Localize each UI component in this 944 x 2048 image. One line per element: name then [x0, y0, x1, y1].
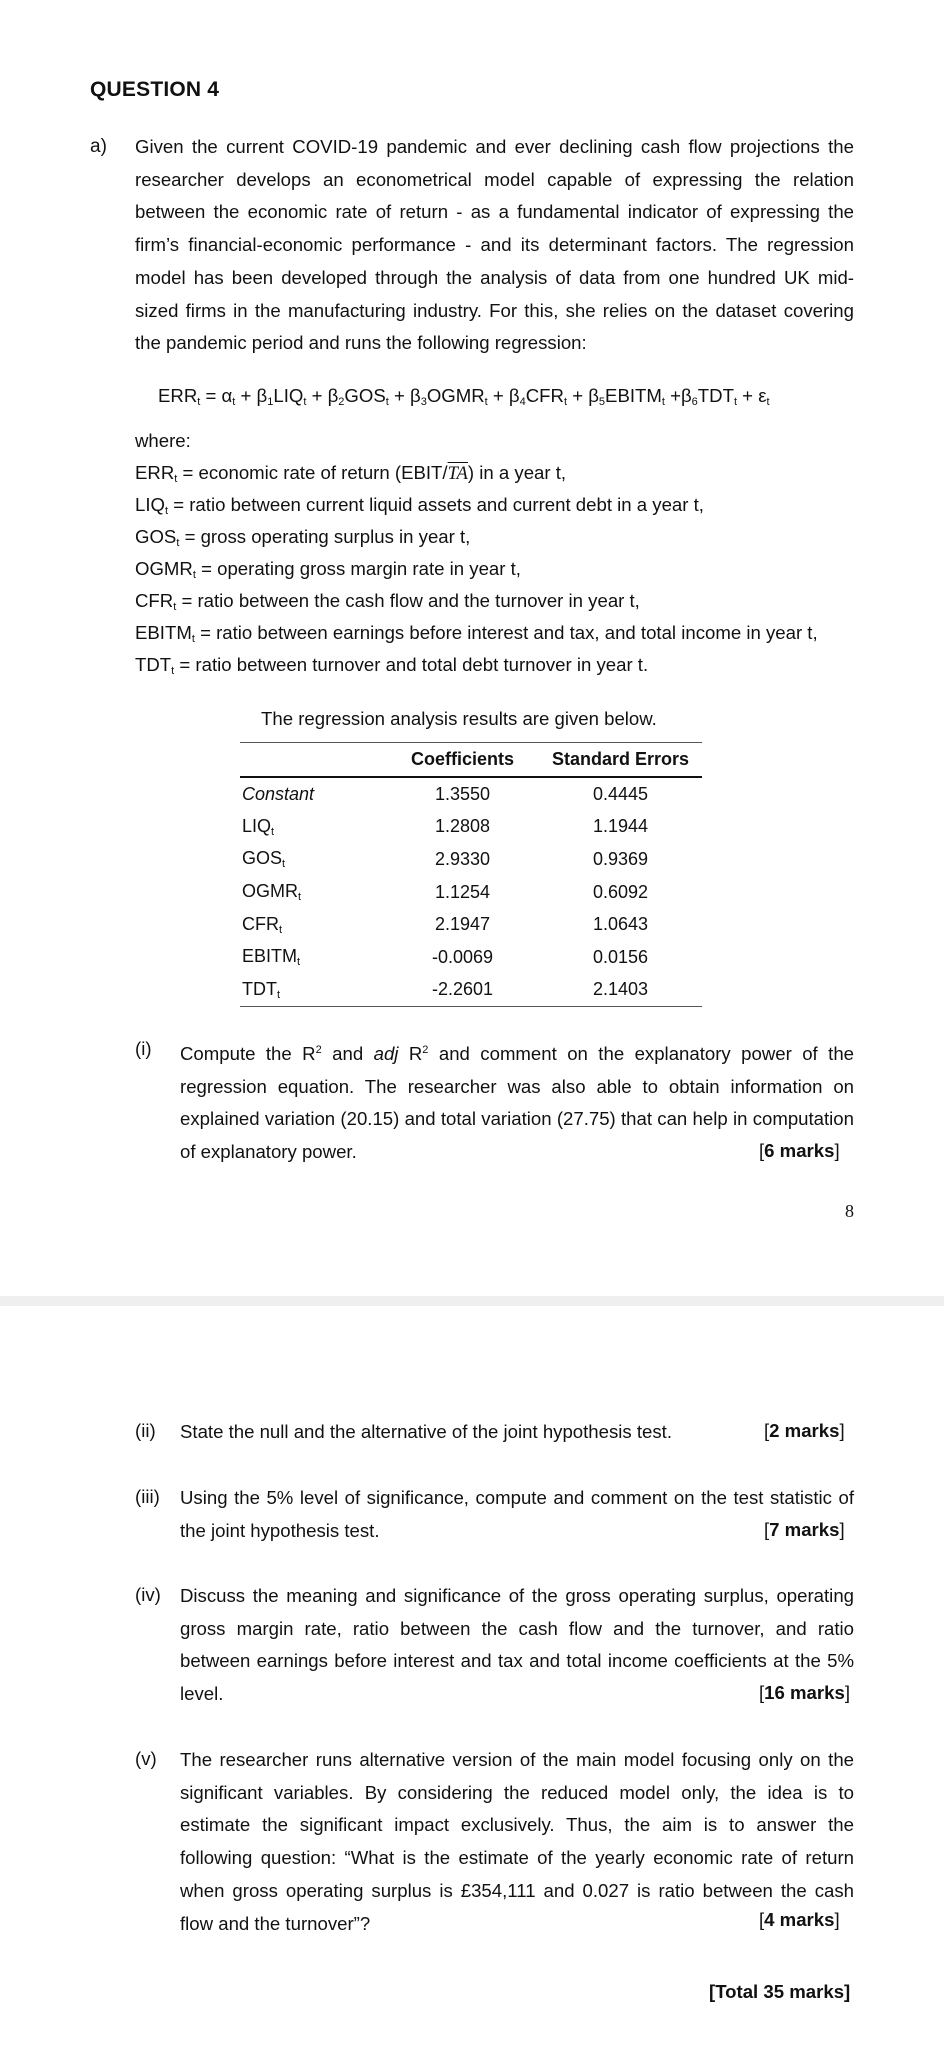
regression-equation: $ERR_t = \alpha_t + \beta_1LIQ_t + \beta_2GOS_t$ + $\beta_3OGMR_t + \beta_4CFR_t$ + $\beta_5EBITM_t +\beta_6TDT_t + \varepsilon_t$ [158, 385, 770, 408]
coefficient-cell: 1.2808 [434, 816, 491, 837]
question-iv-text: Discuss the meaning and significance of the gross operating surplus, operating gross margin rate, ratio between the cash flow and the turnover, and ratio between earnings before interest and tax and total income coefficients at the 5% level. [180, 1585, 854, 1705]
question-ii-number: (ii) [135, 1420, 156, 1441]
standard-error-cell: 1.1944 [592, 816, 649, 837]
question-ii-marks: [2 marks] [764, 1420, 845, 1441]
definition-err-suffix: ) in a year t, [467, 462, 567, 483]
question-i-text: Compute the $R^2$ and adj $R^2$ and comment on the explanatory power of the regression equation. The researcher was also able to obtain information on explained variation (20.15) and total variation (27.75) that can help in computation of explanatory power. [180, 1043, 854, 1163]
row-label: $TDT_t$ [242, 978, 281, 1001]
standard-error-cell: 0.6092 [592, 881, 649, 902]
page-2 [0, 1306, 944, 2048]
question-iii-number: (iii) [135, 1486, 160, 1507]
definition-liq-text: = ratio between current liquid assets and current debt in a year t, [173, 494, 704, 515]
part-a-intro: Given the current COVID-19 pandemic and ever declining cash flow projections the researcher develops an econometrical model capable of expressing the relation between the economic rate of return - as a fundamental indicator of expressing the firm’s financial-economic performance - and its determinant factors. The regression model has been developed through the analysis of data from one hundred UK mid-sized firms in the manufacturing industry. For this, she relies on the dataset covering the pandemic period and runs the following regression: [135, 136, 854, 354]
header-coefficients: Coefficients [386, 743, 539, 778]
definition-err: $ERR_t$ = economic rate of return $(EBIT/\overline{TA})$ in a year t, [135, 462, 567, 485]
part-a-label: a) [90, 136, 107, 157]
table-header-row [240, 743, 702, 778]
coefficient-cell: 2.1947 [434, 914, 491, 935]
definition-gos-text: = gross operating surplus in year t, [184, 526, 471, 547]
row-label: $EBITM_t$ [242, 946, 301, 969]
table-row [240, 876, 702, 909]
question-v-number: (v) [135, 1748, 157, 1769]
definition-cfr: $CFR_t$ = ratio between the cash flow and the turnover in year t, [135, 590, 640, 613]
where-label: where: [135, 430, 191, 451]
question-i-marks: [6 marks] [759, 1140, 840, 1161]
definition-err-prefix: = economic rate of return (EBIT/ [182, 462, 448, 483]
row-label: $LIQ_t$ [242, 815, 275, 838]
standard-error-cell: 2.1403 [592, 979, 649, 1000]
question-v-text: The researcher runs alternative version of the main model focusing only on the significant variables. By considering the reduced model only, the idea is to estimate the significant impact exclusively. Thus, the aim is to answer the following question: “What is the estimate of the yearly economic rate of return when gross operating surplus is £354,111 and 0.027 is ratio between the cash flow and the turnover”? [180, 1749, 854, 1934]
standard-error-cell: 0.4445 [592, 783, 649, 804]
header-standard-errors: Standard Errors [539, 743, 702, 778]
coefficient-cell: 1.3550 [434, 783, 491, 804]
header-blank [240, 743, 386, 778]
row-label: $GOS_t$ [242, 848, 286, 871]
question-iii-text: Using the 5% level of significance, compute and comment on the test statistic of the joint hypothesis test. [180, 1487, 854, 1541]
table-row [240, 777, 702, 811]
coefficient-cell: -2.2601 [431, 979, 494, 1000]
question-iii-marks: [7 marks] [764, 1519, 845, 1540]
standard-error-cell: 0.0156 [592, 946, 649, 967]
definition-ogmr-text: = operating gross margin rate in year t, [201, 558, 521, 579]
question-iv-marks: [16 marks] [759, 1682, 850, 1703]
table-row [240, 941, 702, 974]
table-row [240, 811, 702, 844]
standard-error-cell: 1.0643 [592, 914, 649, 935]
definition-ebitm: $EBITM_t$ = ratio between earnings before interest and tax, and total income in year t, [135, 622, 818, 645]
definition-ebitm-text: = ratio between earnings before interest and tax, and total income in year t, [200, 622, 818, 643]
coefficient-cell: -0.0069 [431, 946, 494, 967]
definition-tdt: $TDT_t$ = ratio between turnover and total debt turnover in year t. [135, 654, 649, 677]
row-label: $OGMR_t$ [242, 881, 302, 904]
definition-liq: $LIQ_t$ = ratio between current liquid assets and current debt in a year t, [135, 494, 704, 517]
table-row [240, 843, 702, 876]
total-marks: [Total 35 marks] [709, 1981, 851, 2002]
total-assets-overline: $\overline{TA}$ [447, 463, 468, 484]
definition-gos: $GOS_t$ = gross operating surplus in year t, [135, 526, 471, 549]
definition-tdt-text: = ratio between turnover and total debt turnover in year t. [179, 654, 649, 675]
page-number: 8 [845, 1201, 854, 1221]
question-iv-number: (iv) [135, 1584, 161, 1605]
coefficient-cell: 2.9330 [434, 848, 491, 869]
coefficient-cell: 1.1254 [434, 881, 491, 902]
page-separator [0, 1296, 944, 1306]
table-caption: The regression analysis results are given below. [261, 708, 657, 729]
definition-cfr-text: = ratio between the cash flow and the turnover in year t, [181, 590, 640, 611]
row-label: Constant [242, 783, 315, 804]
question-v-marks: [4 marks] [759, 1909, 840, 1930]
question-i-number: (i) [135, 1038, 152, 1059]
row-label: $CFR_t$ [242, 913, 283, 936]
standard-error-cell: 0.9369 [592, 848, 649, 869]
question-title: QUESTION 4 [90, 78, 220, 101]
regression-results-table [240, 742, 702, 1007]
question-ii-text: State the null and the alternative of the joint hypothesis test. [180, 1421, 673, 1442]
table-row [240, 974, 702, 1007]
table-row [240, 908, 702, 941]
definition-ogmr: $OGMR_t$ = operating gross margin rate in year t, [135, 558, 521, 581]
